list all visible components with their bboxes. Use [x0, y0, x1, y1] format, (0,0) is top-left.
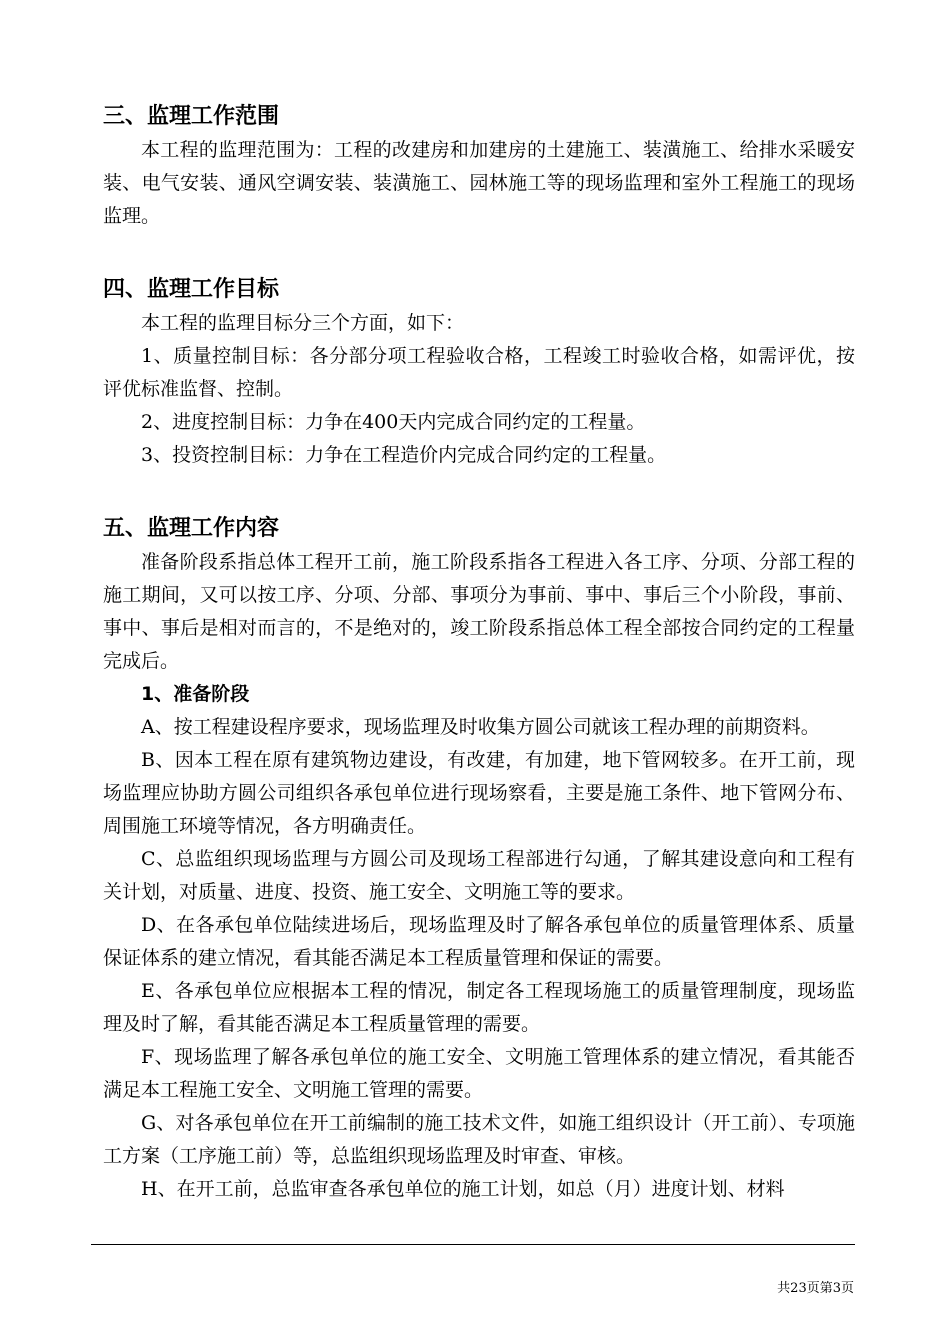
paragraph: G、对各承包单位在开工前编制的施工技术文件，如施工组织设计（开工前）、专项施工方案（工序施工前）等，总监组织现场监理及时审查、审核。: [103, 1112, 855, 1167]
paragraph: B、因本工程在原有建筑物边建设，有改建，有加建，地下管网较多。在开工前，现场监理应协助方圆公司组织各承包单位进行现场察看，主要是施工条件、地下管网分布、周围施工环境等情况，各方明确责任。: [103, 749, 855, 837]
subheading-preparation: 1、准备阶段: [141, 683, 250, 705]
section-heading-content: 五、监理工作内容: [103, 516, 280, 541]
paragraph: 本工程的监理目标分三个方面，如下：: [141, 312, 465, 334]
paragraph: D、在各承包单位陆续进场后，现场监理及时了解各承包单位的质量管理体系、质量保证体系的建立情况，看其能否满足本工程质量管理和保证的需要。: [103, 914, 855, 969]
paragraph: A、按工程建设程序要求，现场监理及时收集方圆公司就该工程办理的前期资料。: [141, 716, 820, 738]
paragraph: F、现场监理了解各承包单位的施工安全、文明施工管理体系的建立情况，看其能否满足本工程施工安全、文明施工管理的需要。: [103, 1046, 855, 1101]
page-content: [103, 100, 855, 1206]
page-number: 共23页第3页: [777, 1281, 854, 1296]
section-heading-scope: 三、监理工作范围: [103, 104, 280, 129]
paragraph: H、在开工前，总监审查各承包单位的施工计划，如总（月）进度计划、材料: [141, 1178, 785, 1200]
paragraph: E、各承包单位应根据本工程的情况，制定各工程现场施工的质量管理制度，现场监理及时了解，看其能否满足本工程质量管理的需要。: [103, 980, 855, 1035]
paragraph: 本工程的监理范围为：工程的改建房和加建房的土建施工、装潢施工、给排水采暖安装、电气安装、通风空调安装、装潢施工、园林施工等的现场监理和室外工程施工的现场监理。: [103, 139, 855, 227]
paragraph: 2、进度控制目标：力争在400天内完成合同约定的工程量。: [141, 411, 646, 433]
section-gap: [103, 472, 855, 512]
footer-divider: [91, 1244, 855, 1245]
paragraph: 1、质量控制目标：各分部分项工程验收合格，工程竣工时验收合格，如需评优，按评优标准监督、控制。: [103, 345, 855, 400]
paragraph: 准备阶段系指总体工程开工前，施工阶段系指各工程进入各工序、分项、分部工程的施工期间，又可以按工序、分项、分部、事项分为事前、事中、事后三个小阶段，事前、事中、事后是相对而言的，不是绝对的，竣工阶段系指总体工程全部按合同约定的工程量完成后。: [103, 551, 855, 672]
paragraph: C、总监组织现场监理与方圆公司及现场工程部进行勾通，了解其建设意向和工程有关计划，对质量、进度、投资、施工安全、文明施工等的要求。: [103, 848, 855, 903]
section-gap: [103, 233, 855, 273]
paragraph: 3、投资控制目标：力争在工程造价内完成合同约定的工程量。: [141, 444, 667, 466]
section-heading-goals: 四、监理工作目标: [103, 277, 280, 302]
